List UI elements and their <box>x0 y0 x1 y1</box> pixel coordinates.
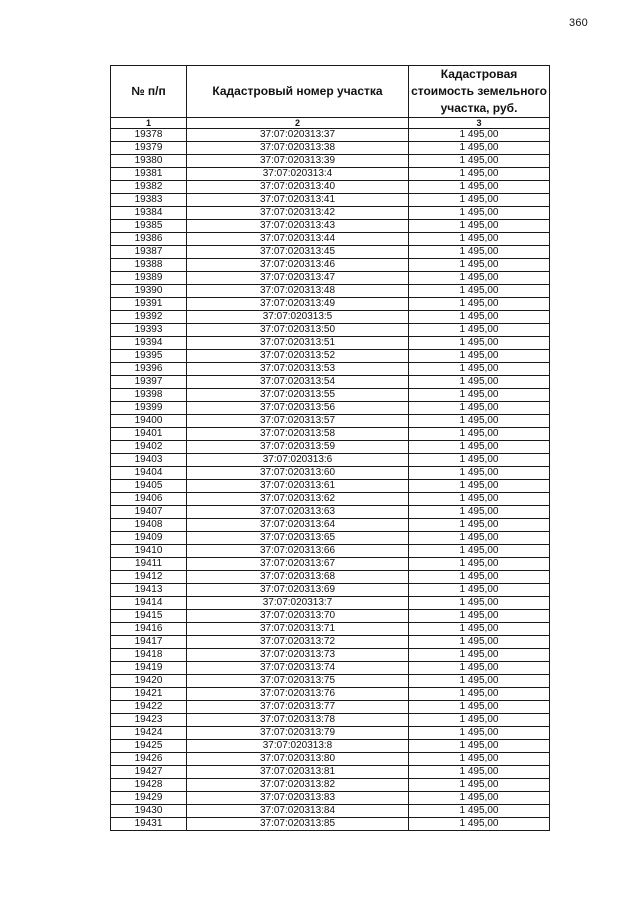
cadastral-value-cell: 1 495,00 <box>409 623 550 636</box>
cadastral-number-cell: 37:07:020313:52 <box>187 350 409 363</box>
table-row <box>111 441 550 454</box>
cadastral-number-cell: 37:07:020313:75 <box>187 675 409 688</box>
cadastral-value-cell: 1 495,00 <box>409 480 550 493</box>
cadastral-number-cell: 37:07:020313:56 <box>187 402 409 415</box>
row-number-cell: 19427 <box>111 766 187 779</box>
cadastral-number-cell: 37:07:020313:60 <box>187 467 409 480</box>
cadastral-value-cell: 1 495,00 <box>409 493 550 506</box>
table-row <box>111 246 550 259</box>
cadastral-value-cell: 1 495,00 <box>409 402 550 415</box>
row-number-cell: 19415 <box>111 610 187 623</box>
cadastral-number-cell: 37:07:020313:6 <box>187 454 409 467</box>
cadastral-number-cell: 37:07:020313:4 <box>187 168 409 181</box>
cadastral-value-cell: 1 495,00 <box>409 376 550 389</box>
cadastral-value-cell: 1 495,00 <box>409 220 550 233</box>
cadastral-value-cell: 1 495,00 <box>409 337 550 350</box>
cadastral-number-cell: 37:07:020313:74 <box>187 662 409 675</box>
cadastral-number-cell: 37:07:020313:64 <box>187 519 409 532</box>
header-cadastral-number: Кадастровый номер участка <box>187 66 409 118</box>
row-number-cell: 19396 <box>111 363 187 376</box>
cadastral-number-cell: 37:07:020313:42 <box>187 207 409 220</box>
cadastral-number-cell: 37:07:020313:73 <box>187 649 409 662</box>
cadastral-value-cell: 1 495,00 <box>409 688 550 701</box>
column-numbers-row <box>111 118 550 129</box>
row-number-cell: 19403 <box>111 454 187 467</box>
table-row <box>111 233 550 246</box>
cadastral-number-cell: 37:07:020313:58 <box>187 428 409 441</box>
row-number-cell: 19385 <box>111 220 187 233</box>
table-row <box>111 714 550 727</box>
cadastral-number-cell: 37:07:020313:62 <box>187 493 409 506</box>
cadastral-number-cell: 37:07:020313:84 <box>187 805 409 818</box>
table-row <box>111 363 550 376</box>
table-row <box>111 402 550 415</box>
row-number-cell: 19381 <box>111 168 187 181</box>
row-number-cell: 19402 <box>111 441 187 454</box>
row-number-cell: 19391 <box>111 298 187 311</box>
column-number: 2 <box>187 118 409 129</box>
cadastral-number-cell: 37:07:020313:80 <box>187 753 409 766</box>
cadastral-number-cell: 37:07:020313:45 <box>187 246 409 259</box>
cadastral-value-cell: 1 495,00 <box>409 285 550 298</box>
table-row <box>111 610 550 623</box>
table-row <box>111 623 550 636</box>
table-row <box>111 558 550 571</box>
row-number-cell: 19407 <box>111 506 187 519</box>
table-row <box>111 142 550 155</box>
table-row <box>111 766 550 779</box>
column-number: 3 <box>409 118 550 129</box>
row-number-cell: 19392 <box>111 311 187 324</box>
table-row <box>111 155 550 168</box>
cadastral-value-cell: 1 495,00 <box>409 129 550 142</box>
table-row <box>111 272 550 285</box>
cadastral-value-cell: 1 495,00 <box>409 441 550 454</box>
row-number-cell: 19420 <box>111 675 187 688</box>
cadastral-value-cell: 1 495,00 <box>409 415 550 428</box>
cadastral-number-cell: 37:07:020313:82 <box>187 779 409 792</box>
row-number-cell: 19379 <box>111 142 187 155</box>
row-number-cell: 19378 <box>111 129 187 142</box>
cadastral-number-cell: 37:07:020313:39 <box>187 155 409 168</box>
cadastral-number-cell: 37:07:020313:55 <box>187 389 409 402</box>
cadastral-number-cell: 37:07:020313:77 <box>187 701 409 714</box>
cadastral-value-cell: 1 495,00 <box>409 324 550 337</box>
cadastral-number-cell: 37:07:020313:46 <box>187 259 409 272</box>
cadastral-value-cell: 1 495,00 <box>409 727 550 740</box>
cadastral-number-cell: 37:07:020313:57 <box>187 415 409 428</box>
cadastral-number-cell: 37:07:020313:76 <box>187 688 409 701</box>
cadastral-value-cell: 1 495,00 <box>409 701 550 714</box>
cadastral-number-cell: 37:07:020313:85 <box>187 818 409 831</box>
table-row <box>111 220 550 233</box>
cadastral-number-cell: 37:07:020313:54 <box>187 376 409 389</box>
cadastral-number-cell: 37:07:020313:81 <box>187 766 409 779</box>
row-number-cell: 19406 <box>111 493 187 506</box>
cadastral-value-cell: 1 495,00 <box>409 454 550 467</box>
table-row <box>111 545 550 558</box>
header-cadastral-value: Кадастровая стоимость земельного участка, руб. <box>409 66 550 118</box>
table-row <box>111 428 550 441</box>
table-row <box>111 675 550 688</box>
table-row <box>111 285 550 298</box>
row-number-cell: 19426 <box>111 753 187 766</box>
cadastre-table <box>110 65 550 831</box>
table-row <box>111 571 550 584</box>
row-number-cell: 19383 <box>111 194 187 207</box>
cadastral-value-cell: 1 495,00 <box>409 181 550 194</box>
row-number-cell: 19428 <box>111 779 187 792</box>
cadastral-number-cell: 37:07:020313:51 <box>187 337 409 350</box>
row-number-cell: 19431 <box>111 818 187 831</box>
cadastral-number-cell: 37:07:020313:40 <box>187 181 409 194</box>
cadastral-value-cell: 1 495,00 <box>409 675 550 688</box>
cadastral-number-cell: 37:07:020313:65 <box>187 532 409 545</box>
row-number-cell: 19397 <box>111 376 187 389</box>
row-number-cell: 19404 <box>111 467 187 480</box>
table-row <box>111 688 550 701</box>
row-number-cell: 19413 <box>111 584 187 597</box>
table-row <box>111 181 550 194</box>
cadastral-value-cell: 1 495,00 <box>409 350 550 363</box>
table-row <box>111 168 550 181</box>
cadastral-number-cell: 37:07:020313:37 <box>187 129 409 142</box>
row-number-cell: 19416 <box>111 623 187 636</box>
row-number-cell: 19388 <box>111 259 187 272</box>
row-number-cell: 19380 <box>111 155 187 168</box>
cadastral-value-cell: 1 495,00 <box>409 558 550 571</box>
table-row <box>111 415 550 428</box>
cadastral-value-cell: 1 495,00 <box>409 298 550 311</box>
table-row <box>111 740 550 753</box>
row-number-cell: 19410 <box>111 545 187 558</box>
cadastral-number-cell: 37:07:020313:63 <box>187 506 409 519</box>
table-row <box>111 480 550 493</box>
cadastral-number-cell: 37:07:020313:7 <box>187 597 409 610</box>
cadastral-value-cell: 1 495,00 <box>409 207 550 220</box>
cadastral-value-cell: 1 495,00 <box>409 467 550 480</box>
row-number-cell: 19414 <box>111 597 187 610</box>
table-row <box>111 298 550 311</box>
table-row <box>111 519 550 532</box>
cadastral-value-cell: 1 495,00 <box>409 428 550 441</box>
cadastral-number-cell: 37:07:020313:5 <box>187 311 409 324</box>
row-number-cell: 19430 <box>111 805 187 818</box>
table-row <box>111 129 550 142</box>
table-row <box>111 727 550 740</box>
cadastral-value-cell: 1 495,00 <box>409 311 550 324</box>
table-row <box>111 792 550 805</box>
row-number-cell: 19425 <box>111 740 187 753</box>
row-number-cell: 19389 <box>111 272 187 285</box>
table-row <box>111 636 550 649</box>
cadastral-number-cell: 37:07:020313:69 <box>187 584 409 597</box>
cadastral-value-cell: 1 495,00 <box>409 571 550 584</box>
table-row <box>111 597 550 610</box>
cadastral-number-cell: 37:07:020313:66 <box>187 545 409 558</box>
cadastral-value-cell: 1 495,00 <box>409 142 550 155</box>
row-number-cell: 19384 <box>111 207 187 220</box>
cadastral-number-cell: 37:07:020313:53 <box>187 363 409 376</box>
cadastral-number-cell: 37:07:020313:83 <box>187 792 409 805</box>
row-number-cell: 19405 <box>111 480 187 493</box>
table-row <box>111 311 550 324</box>
row-number-cell: 19382 <box>111 181 187 194</box>
cadastral-value-cell: 1 495,00 <box>409 766 550 779</box>
cadastral-value-cell: 1 495,00 <box>409 389 550 402</box>
row-number-cell: 19408 <box>111 519 187 532</box>
cadastral-value-cell: 1 495,00 <box>409 753 550 766</box>
cadastral-number-cell: 37:07:020313:8 <box>187 740 409 753</box>
table-row <box>111 818 550 831</box>
cadastral-number-cell: 37:07:020313:47 <box>187 272 409 285</box>
cadastral-number-cell: 37:07:020313:59 <box>187 441 409 454</box>
row-number-cell: 19386 <box>111 233 187 246</box>
cadastral-number-cell: 37:07:020313:49 <box>187 298 409 311</box>
cadastral-number-cell: 37:07:020313:50 <box>187 324 409 337</box>
cadastral-value-cell: 1 495,00 <box>409 532 550 545</box>
row-number-cell: 19422 <box>111 701 187 714</box>
table-row <box>111 207 550 220</box>
row-number-cell: 19399 <box>111 402 187 415</box>
table-row <box>111 493 550 506</box>
page-number: 360 <box>569 17 588 29</box>
cadastral-number-cell: 37:07:020313:79 <box>187 727 409 740</box>
cadastral-value-cell: 1 495,00 <box>409 805 550 818</box>
cadastral-number-cell: 37:07:020313:78 <box>187 714 409 727</box>
cadastral-value-cell: 1 495,00 <box>409 506 550 519</box>
cadastral-value-cell: 1 495,00 <box>409 363 550 376</box>
row-number-cell: 19398 <box>111 389 187 402</box>
row-number-cell: 19390 <box>111 285 187 298</box>
cadastral-value-cell: 1 495,00 <box>409 246 550 259</box>
table-row <box>111 350 550 363</box>
table-header-row <box>111 66 550 118</box>
cadastral-number-cell: 37:07:020313:70 <box>187 610 409 623</box>
cadastral-value-cell: 1 495,00 <box>409 662 550 675</box>
cadastral-value-cell: 1 495,00 <box>409 194 550 207</box>
table-row <box>111 467 550 480</box>
cadastral-value-cell: 1 495,00 <box>409 818 550 831</box>
cadastral-value-cell: 1 495,00 <box>409 636 550 649</box>
table-body <box>111 118 550 831</box>
table-row <box>111 324 550 337</box>
table-row <box>111 376 550 389</box>
table-row <box>111 506 550 519</box>
row-number-cell: 19393 <box>111 324 187 337</box>
table-row <box>111 701 550 714</box>
row-number-cell: 19395 <box>111 350 187 363</box>
row-number-cell: 19400 <box>111 415 187 428</box>
row-number-cell: 19411 <box>111 558 187 571</box>
cadastral-value-cell: 1 495,00 <box>409 610 550 623</box>
cadastral-value-cell: 1 495,00 <box>409 168 550 181</box>
cadastral-number-cell: 37:07:020313:67 <box>187 558 409 571</box>
column-number: 1 <box>111 118 187 129</box>
header-row-number: № п/п <box>111 66 187 118</box>
row-number-cell: 19419 <box>111 662 187 675</box>
cadastral-number-cell: 37:07:020313:71 <box>187 623 409 636</box>
cadastral-number-cell: 37:07:020313:41 <box>187 194 409 207</box>
table-row <box>111 532 550 545</box>
table-row <box>111 662 550 675</box>
table-row <box>111 584 550 597</box>
row-number-cell: 19409 <box>111 532 187 545</box>
row-number-cell: 19421 <box>111 688 187 701</box>
cadastral-value-cell: 1 495,00 <box>409 272 550 285</box>
cadastral-value-cell: 1 495,00 <box>409 779 550 792</box>
row-number-cell: 19401 <box>111 428 187 441</box>
cadastral-value-cell: 1 495,00 <box>409 649 550 662</box>
cadastral-value-cell: 1 495,00 <box>409 714 550 727</box>
cadastral-number-cell: 37:07:020313:68 <box>187 571 409 584</box>
cadastral-number-cell: 37:07:020313:72 <box>187 636 409 649</box>
cadastral-number-cell: 37:07:020313:43 <box>187 220 409 233</box>
cadastral-value-cell: 1 495,00 <box>409 233 550 246</box>
table-row <box>111 649 550 662</box>
row-number-cell: 19412 <box>111 571 187 584</box>
row-number-cell: 19394 <box>111 337 187 350</box>
cadastral-value-cell: 1 495,00 <box>409 740 550 753</box>
table-row <box>111 454 550 467</box>
cadastral-value-cell: 1 495,00 <box>409 545 550 558</box>
row-number-cell: 19418 <box>111 649 187 662</box>
row-number-cell: 19387 <box>111 246 187 259</box>
cadastral-number-cell: 37:07:020313:61 <box>187 480 409 493</box>
table-row <box>111 194 550 207</box>
table-row <box>111 753 550 766</box>
table-row <box>111 389 550 402</box>
row-number-cell: 19424 <box>111 727 187 740</box>
table-row <box>111 259 550 272</box>
table-row <box>111 337 550 350</box>
table-row <box>111 805 550 818</box>
cadastral-value-cell: 1 495,00 <box>409 155 550 168</box>
table-row <box>111 779 550 792</box>
cadastral-value-cell: 1 495,00 <box>409 792 550 805</box>
cadastral-value-cell: 1 495,00 <box>409 597 550 610</box>
cadastral-number-cell: 37:07:020313:48 <box>187 285 409 298</box>
row-number-cell: 19429 <box>111 792 187 805</box>
row-number-cell: 19423 <box>111 714 187 727</box>
row-number-cell: 19417 <box>111 636 187 649</box>
cadastral-number-cell: 37:07:020313:44 <box>187 233 409 246</box>
cadastral-value-cell: 1 495,00 <box>409 259 550 272</box>
cadastral-number-cell: 37:07:020313:38 <box>187 142 409 155</box>
cadastral-value-cell: 1 495,00 <box>409 519 550 532</box>
cadastral-value-cell: 1 495,00 <box>409 584 550 597</box>
